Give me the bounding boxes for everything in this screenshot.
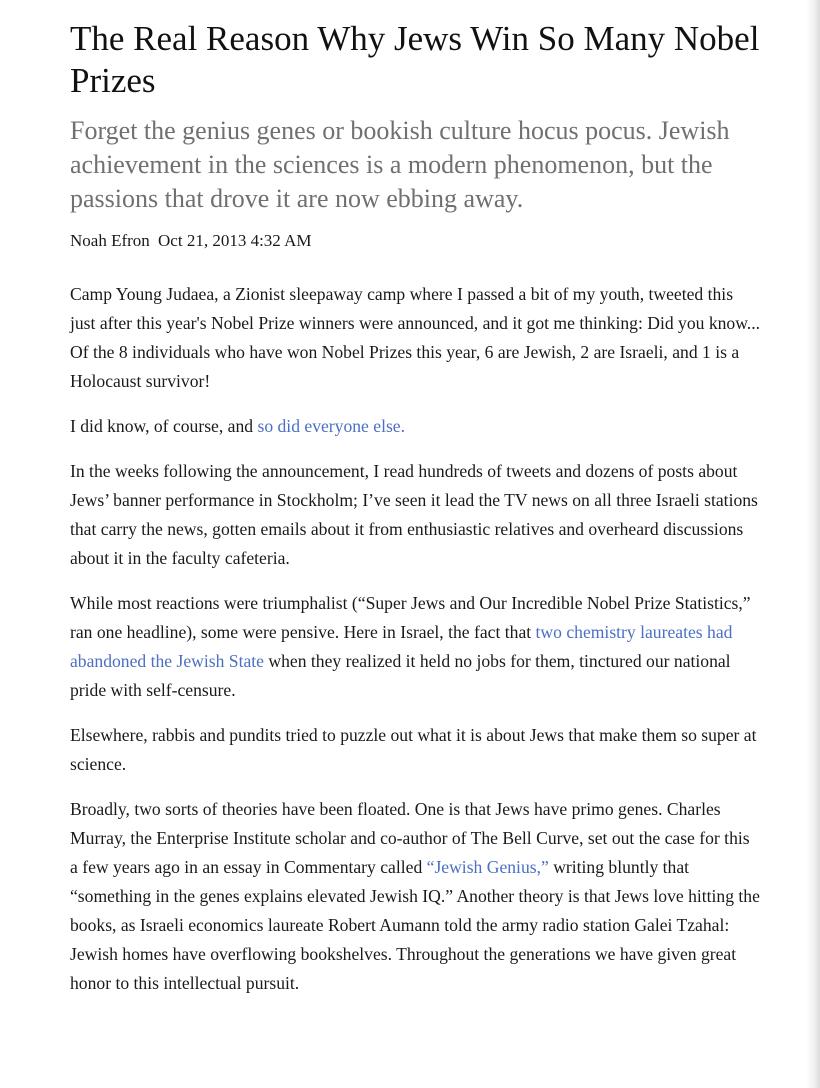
paragraph-5: Elsewhere, rabbis and pundits tried to puzzle out what it is about Jews that make them so super at science.	[70, 725, 757, 774]
publish-date: Oct 21, 2013 4:32 AM	[158, 231, 312, 250]
link-jewish-genius[interactable]: “Jewish Genius,”	[426, 857, 549, 877]
article-body	[70, 280, 760, 998]
article	[70, 18, 760, 1014]
paragraph-2-text: I did know, of course, and	[70, 416, 258, 436]
author-name: Noah Efron	[70, 231, 150, 250]
paragraph-4-text-before: While most reactions were triumphalist (“Super Jews and Our Incredible Nobel Prize Statistics,” ran one headline), some were pensive. Here in Israel, the fact that	[70, 593, 751, 642]
paragraph-1: Camp Young Judaea, a Zionist sleepaway camp where I passed a bit of my youth, tweeted this just after this year's Nobel Prize winners were announced, and it got me thinking: Did you know... Of the 8 individuals who have won Nobel Prizes this year, 6 are Jewish, 2 are Israeli, and 1 is a Holocaust survivor!	[70, 284, 760, 391]
article-title: The Real Reason Why Jews Win So Many Nobel Prizes	[70, 19, 760, 100]
link-so-did-everyone-else[interactable]: so did everyone else.	[257, 416, 406, 436]
article-subtitle: Forget the genius genes or bookish culture hocus pocus. Jewish achievement in the sciences is a modern phenomenon, but the passions that drove it are now ebbing away.	[70, 116, 730, 213]
link-two-chemistry-laureates[interactable]: two chemistry laureates had abandoned the Jewish State	[70, 622, 733, 671]
paragraph-2	[70, 412, 760, 441]
paragraph-6-text-before: Broadly, two sorts of theories have been floated. One is that Jews have primo genes. Charles Murray, the Enterprise Institute scholar and co-author of The Bell Curve, set out the case for this a few years ago in an essay in Commentary called	[70, 799, 750, 877]
window-edge-shadow	[806, 0, 820, 1088]
paragraph-6	[70, 795, 760, 998]
paragraph-3: In the weeks following the announcement, I read hundreds of tweets and dozens of posts about Jews’ banner performance in Stockholm; I’ve seen it lead the TV news on all three Israeli stations that carry the news, gotten emails about it from enthusiastic relatives and overheard discussions about it in the faculty cafeteria.	[70, 461, 758, 568]
paragraph-4-text-after: when they realized it held no jobs for them, tinctured our national pride with self-censure.	[70, 651, 731, 700]
paragraph-6-text-after: writing bluntly that “something in the genes explains elevated Jewish IQ.” Another theory is that Jews love hitting the books, as Israeli economics laureate Robert Aumann told the army radio station Galei Tzahal: Jewish homes have overflowing bookshelves. Throughout the generations we have given great honor to this intellectual pursuit.	[70, 857, 760, 993]
byline	[70, 230, 760, 252]
paragraph-4	[70, 589, 760, 705]
